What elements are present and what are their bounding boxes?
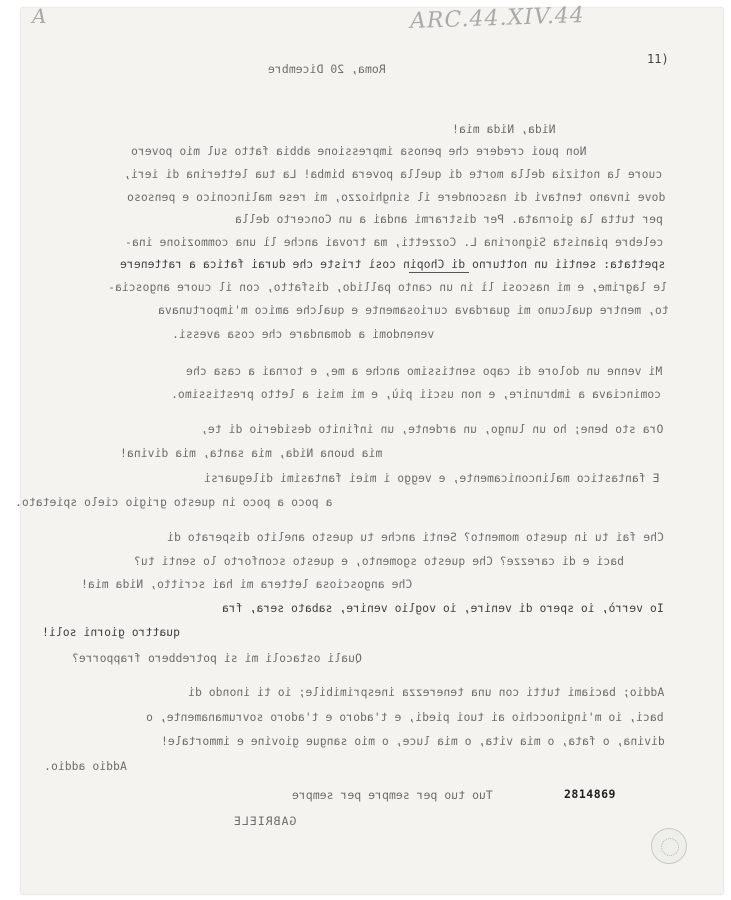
letter-line: mia buona Nida, mia santa, mia divina! xyxy=(119,447,382,460)
library-seal-icon xyxy=(651,828,687,864)
letter-line: E fantastico malinconicamente, e veggo i miei fantasimi dileguarsi xyxy=(203,472,659,485)
letter-line: Che angosciosa lettera mi hai scritto, Nida mia! xyxy=(80,578,412,591)
signature: GABRIELE xyxy=(233,814,297,828)
letter-line: per tutta la giornata. Per distrarmi andai a un Concerto della xyxy=(235,213,663,226)
letter-line: Quali ostacoli mi si potrebbero frapporre? xyxy=(72,652,362,665)
letter-line: divina, o fata, o mia vita, o mia luce, o mio sangue giovine e immortale! xyxy=(161,735,665,748)
letter-line: cominciava a imbrunire, e non uscii più, e mi misi a letto prestissimo. xyxy=(171,388,661,401)
letter-line: baci e di carezze? Che questo sgomento, e questo sconforto lo senti tu? xyxy=(134,555,624,568)
letter-line: Io verrò, io spero di venire, io voglio venire, sabato sera, fra xyxy=(222,602,664,615)
letter-line: Che fai tu in questo momento? Senti anche tu questo anelito disperato di xyxy=(167,531,664,544)
salutation: Nida, Nida mia! xyxy=(452,123,556,136)
letter-closing: Tuo tuo per sempre per sempre xyxy=(292,788,493,802)
pencil-corner-mark: A xyxy=(32,4,48,28)
letter-line: quattro giorni soli! xyxy=(41,626,180,639)
letter-line: a poco a poco in questo grigio cielo spietato. xyxy=(14,496,332,509)
letter-line: spettata: sentii un notturno di Chopin così triste che durai fatica a rattenere xyxy=(119,258,665,271)
letter-line: le lagrime, e mi nascosi lì in un canto pallido, disfatto, con il cuore angoscia- xyxy=(107,281,667,294)
letter-line: venendomi a domandare che cosa avessi. xyxy=(171,328,434,341)
letter-line: to, mentre qualcuno mi guardava curiosamente e qualche amico m'importunava xyxy=(158,304,669,317)
archive-stamp: 2814869 xyxy=(564,787,616,801)
letter-date: Roma, 20 Dicembre xyxy=(268,62,386,76)
letter-line: Ora sto bene; ho un lungo, un ardente, un infinito desiderio di te, xyxy=(200,423,663,436)
letter-line: celebre pianista Signorina L. Cozzetti, ma trovai anche lì una commozione ina- xyxy=(124,236,663,249)
letter-line: Mi venne un dolore di capo sentissimo anche a me, e tornai a casa che xyxy=(185,365,662,378)
letter-line: cuore la notizia della morte di quella povera bimba! La tua letterina di ieri, xyxy=(123,168,662,181)
letter-line: baci, io m'inginocchio ai tuoi piedi, e t'adoro e t'adoro sovrumanamente, o xyxy=(146,711,664,724)
page-number: 11) xyxy=(647,52,669,66)
letter-line: Addio; baciami tutti con una tenerezza inesprimibile; io ti inondo di xyxy=(187,686,664,699)
archive-reference: ARC.44.XIV.44 xyxy=(409,2,586,35)
letter-line: dove invano tentavi di nascondere il singhiozzo, mi rese malinconico e pensoso xyxy=(126,191,665,204)
notturno-underline xyxy=(409,272,469,273)
letter-line: Non puoi credere che penosa impressione abbia fatto sul mio povero xyxy=(130,145,586,158)
letter-line: Addio addio. xyxy=(44,760,127,773)
